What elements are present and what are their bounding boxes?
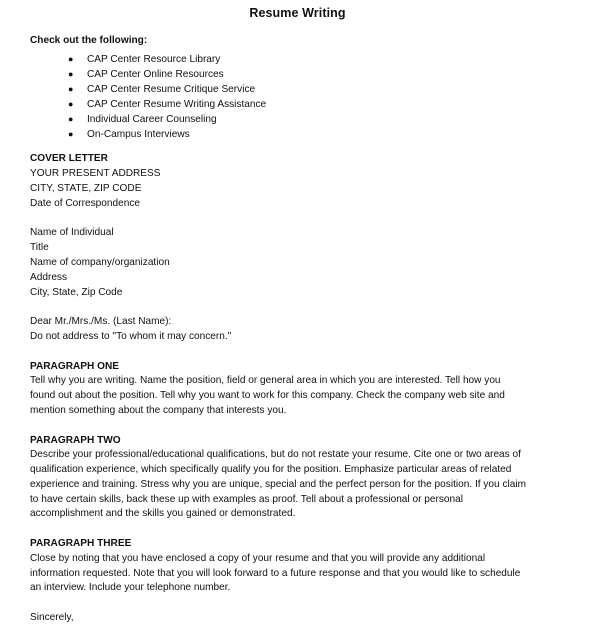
checklist-heading: Check out the following: (30, 35, 148, 46)
bullet-icon: ● (68, 68, 74, 79)
paragraph-line: Describe your professional/educational qualifications, but do not restate your resume. Cite one or two areas of (30, 449, 521, 461)
closing-line: Sincerely, (30, 612, 74, 624)
paragraph-one-heading: PARAGRAPH ONE (30, 360, 119, 372)
recipient-line: Name of company/organization (30, 256, 170, 268)
paragraph-two-heading: PARAGRAPH TWO (30, 434, 121, 446)
sender-line: CITY, STATE, ZIP CODE (30, 182, 142, 194)
bullet-icon: ● (68, 129, 74, 140)
document-body (30, 34, 570, 626)
paragraph-line: Tell why you are writing. Name the position, field or general area in which you are interested. Tell how you (30, 375, 501, 387)
paragraph-line: mention something about the company that interests you. (30, 404, 287, 416)
paragraph-line: an interview. Include your telephone number. (30, 582, 231, 594)
list-item: ● CAP Center Resource Library (30, 52, 570, 67)
list-item: ● CAP Center Online Resources (30, 67, 570, 82)
cover-letter-heading: COVER LETTER (30, 153, 108, 165)
paragraph-three-heading: PARAGRAPH THREE (30, 538, 132, 550)
bullet-icon: ● (68, 53, 74, 64)
salutation-line: Do not address to "To whom it may concern." (30, 330, 232, 342)
recipient-line: Address (30, 271, 68, 283)
sender-line: Date of Correspondence (30, 197, 140, 209)
paragraph-line: Close by noting that you have enclosed a copy of your resume and that you will provide any additional (30, 552, 486, 564)
recipient-line: Title (30, 242, 49, 254)
bullet-icon: ● (68, 99, 74, 110)
list-item: ● Individual Career Counseling (30, 112, 570, 127)
list-item: ● CAP Center Resume Writing Assistance (30, 97, 570, 112)
sender-line: YOUR PRESENT ADDRESS (30, 168, 161, 180)
bullet-icon: ● (68, 114, 74, 125)
paragraph-line: information requested. Note that you will look forward to a future response and that you would like to schedule (30, 567, 521, 579)
salutation-line: Dear Mr./Mrs./Ms. (Last Name): (30, 316, 172, 328)
paragraph-line: found out about the position. Tell why you want to work for this company. Check the company web site and (30, 390, 505, 402)
paragraph-line: qualification experience, which specifically qualify you for the position. Emphasize particular areas of related (30, 464, 512, 476)
list-item: ● CAP Center Resume Critique Service (30, 82, 570, 97)
recipient-line: City, State, Zip Code (30, 286, 123, 298)
recipient-line: Name of Individual (30, 227, 114, 239)
paragraph-line: experience and training. Stress why you are unique, special and the perfect person for the position. If you claim (30, 478, 526, 490)
document-title: Resume Writing (249, 6, 346, 20)
list-item: ● On-Campus Interviews (30, 127, 570, 142)
checklist (30, 52, 570, 143)
paragraph-line: accomplishment and the skills you gained or demonstrated. (30, 508, 296, 520)
bullet-icon: ● (68, 83, 74, 94)
paragraph-line: to have certain skills, back these up with examples as proof. Tell about a professional or personal (30, 493, 463, 505)
